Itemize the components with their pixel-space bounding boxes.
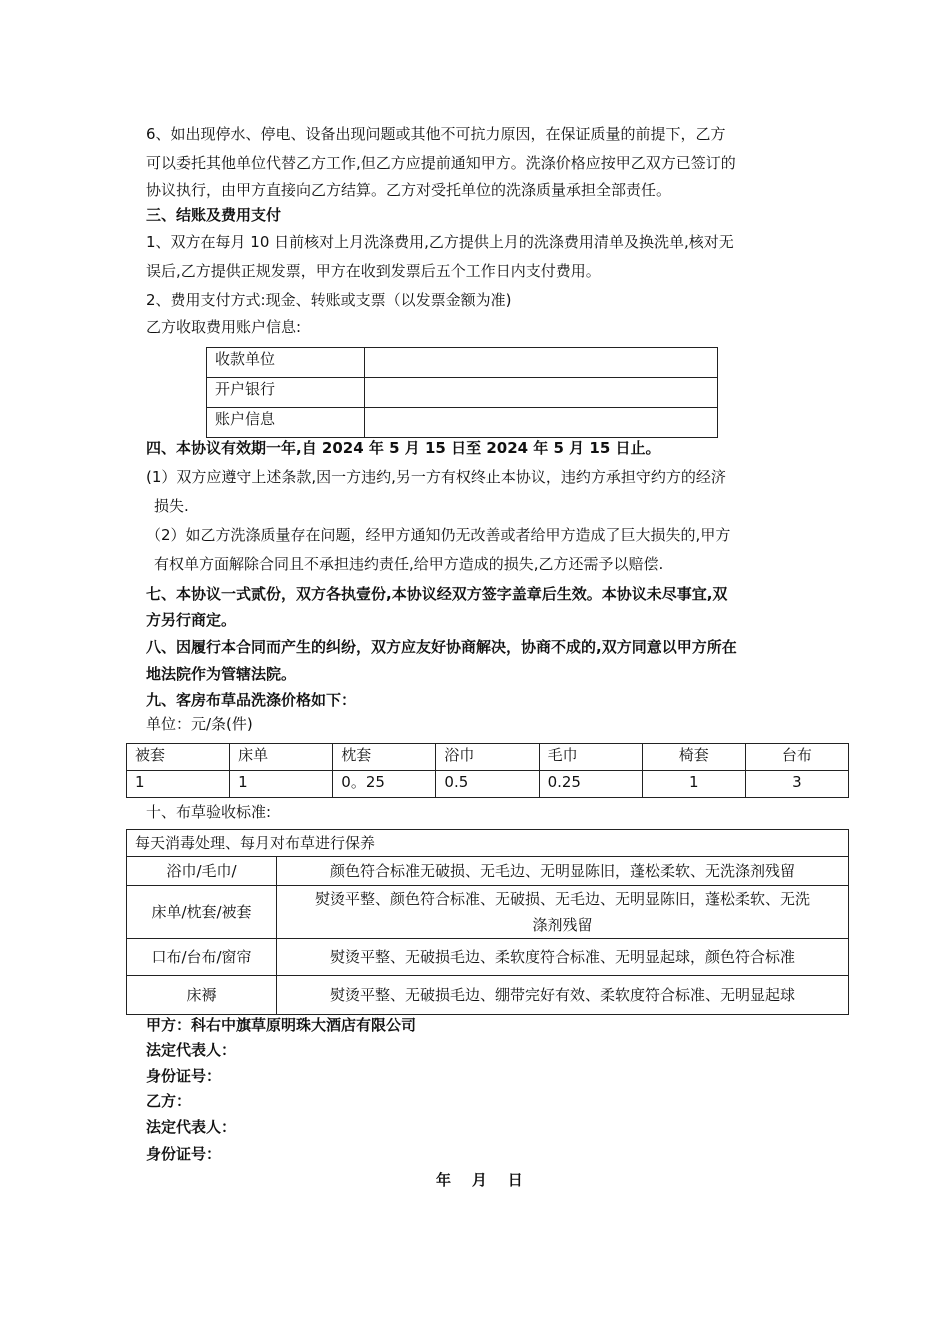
table-row	[127, 744, 849, 771]
table-row	[127, 939, 849, 976]
price-table	[126, 743, 849, 798]
id-number-a: 身份证号：	[146, 1067, 222, 1085]
section-4-p1-line-2: 损失.	[154, 497, 189, 515]
table-row	[127, 830, 849, 857]
price-header: 台布	[745, 744, 848, 771]
price-value: 1	[642, 771, 745, 798]
standard-item: 浴巾/毛巾/	[127, 857, 277, 886]
price-value: 1	[127, 771, 230, 798]
account-label: 账户信息	[207, 408, 365, 438]
table-row	[207, 348, 718, 378]
table-row	[207, 408, 718, 438]
account-label: 收款单位	[207, 348, 365, 378]
standard-text-line: 涤剂残留	[532, 916, 593, 934]
section-4-p2-line-1: （2）如乙方洗涤质量存在问题，经甲方通知仍无改善或者给甲方造成了巨大损失的,甲方	[146, 526, 731, 544]
standard-text-multiline	[277, 886, 849, 939]
section-10-heading: 十、布草验收标准:	[146, 803, 272, 821]
table-row	[127, 771, 849, 798]
price-header: 被套	[127, 744, 230, 771]
section-4-heading: 四、本协议有效期一年,自 2024 年 5 月 15 日至 2024 年 5 月 15 日止。	[146, 439, 661, 457]
standard-item: 口布/台布/窗帘	[127, 939, 277, 976]
clause-6-line-2: 可以委托其他单位代替乙方工作,但乙方应提前通知甲方。洗涤价格应按甲乙双方已签订的	[146, 154, 736, 172]
account-label: 开户银行	[207, 378, 365, 408]
account-value	[365, 408, 718, 438]
standard-note: 每天消毒处理、每月对布草进行保养	[127, 830, 849, 857]
clause-6-line-3: 协议执行，由甲方直接向乙方结算。乙方对受托单位的洗涤质量承担全部责任。	[146, 181, 672, 199]
price-header: 床单	[230, 744, 333, 771]
party-b: 乙方：	[146, 1092, 192, 1110]
account-intro: 乙方收取费用账户信息:	[146, 318, 302, 336]
standard-item: 床褥	[127, 976, 277, 1015]
price-header: 椅套	[642, 744, 745, 771]
price-header: 毛巾	[539, 744, 642, 771]
price-value: 0.25	[539, 771, 642, 798]
table-row	[127, 976, 849, 1015]
account-value	[365, 378, 718, 408]
section-7-line-2: 方另行商定。	[146, 611, 237, 629]
price-value: 3	[745, 771, 848, 798]
section-9-heading: 九、客房布草品洗涤价格如下：	[146, 691, 357, 709]
standard-text: 颜色符合标准无破损、无毛边、无明显陈旧，蓬松柔软、无洗涤剂残留	[277, 857, 849, 886]
section-4-p1-line-1: (1）双方应遵守上述条款,因一方违约,另一方有权终止本协议，违约方承担守约方的经济	[146, 468, 726, 486]
section-4-p2-line-2: 有权单方面解除合同且不承担违约责任,给甲方造成的损失,乙方还需予以赔偿.	[154, 555, 664, 573]
section-7-line-1: 七、本协议一式贰份，双方各执壹份,本协议经双方签字盖章后生效。本协议未尽事宜,双	[146, 585, 728, 603]
section-3-item-1-line-2: 误后,乙方提供正规发票，甲方在收到发票后五个工作日内支付费用。	[146, 262, 601, 280]
section-3-item-2: 2、费用支付方式:现金、转账或支票（以发票金额为准)	[146, 291, 512, 309]
clause-6-line-1: 6、如出现停水、停电、设备出现问题或其他不可抗力原因，在保证质量的前提下，乙方	[146, 125, 726, 143]
id-number-b: 身份证号：	[146, 1145, 222, 1163]
section-3-heading: 三、结账及费用支付	[146, 206, 282, 224]
legal-rep-a: 法定代表人：	[146, 1041, 237, 1059]
standard-text-line: 熨烫平整、颜色符合标准、无破损、无毛边、无明显陈旧，蓬松柔软、无洗	[314, 890, 810, 908]
account-info-table	[206, 347, 718, 438]
price-value: 1	[230, 771, 333, 798]
standard-item: 床单/枕套/被套	[127, 886, 277, 939]
price-header: 枕套	[333, 744, 436, 771]
section-3-item-1-line-1: 1、双方在每月 10 日前核对上月洗涤费用,乙方提供上月的洗涤费用清单及换洗单,核对无	[146, 233, 734, 251]
standard-text: 熨烫平整、无破损毛边、柔软度符合标准、无明显起球，颜色符合标准	[277, 939, 849, 976]
price-unit: 单位：元/条(件)	[146, 715, 253, 733]
account-value	[365, 348, 718, 378]
table-row	[127, 886, 849, 939]
legal-rep-b: 法定代表人：	[146, 1118, 237, 1136]
party-a: 甲方：科右中旗草原明珠大酒店有限公司	[146, 1016, 417, 1034]
standard-text: 熨烫平整、无破损毛边、绷带完好有效、柔软度符合标准、无明显起球	[277, 976, 849, 1015]
price-value: 0。25	[333, 771, 436, 798]
price-header: 浴巾	[436, 744, 539, 771]
table-row	[207, 378, 718, 408]
section-8-line-2: 地法院作为管辖法院。	[146, 665, 297, 683]
inspection-standard-table	[126, 829, 849, 1015]
table-row	[127, 857, 849, 886]
signature-date: 年 月 日	[436, 1171, 523, 1189]
section-8-line-1: 八、因履行本合同而产生的纠纷，双方应友好协商解决，协商不成的,双方同意以甲方所在	[146, 638, 737, 656]
price-value: 0.5	[436, 771, 539, 798]
